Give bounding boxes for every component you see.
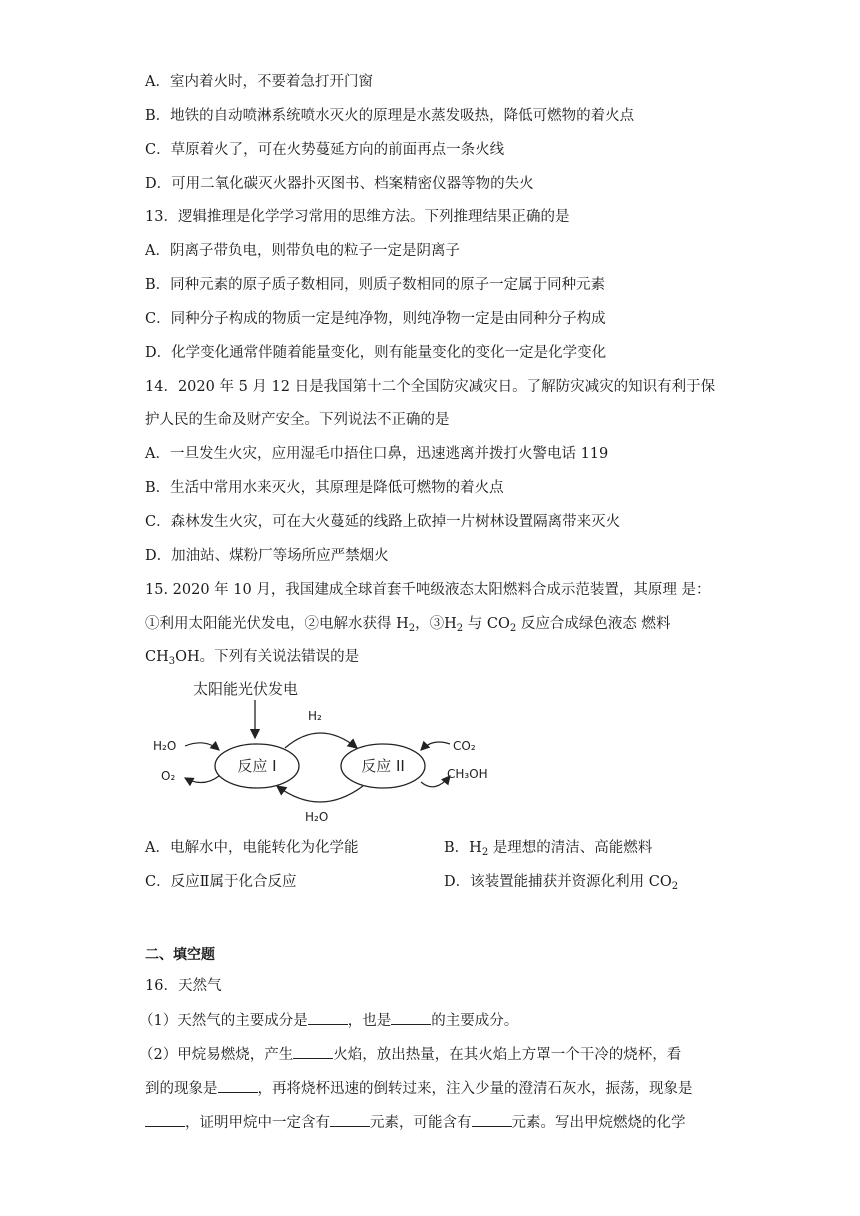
q15-option-b: B．$H_2$ 是理想的清洁、高能燃料	[444, 840, 653, 858]
answer-blank[interactable]	[330, 1112, 370, 1127]
q15-stem-line1: 15. 2020 年 10 月，我国建成全球首套千吨级液态太阳燃料合成示范装置，其原理 是：	[145, 582, 711, 598]
h2-arrow	[285, 733, 357, 748]
q13-option-a: A．阴离子带负电，则带负电的粒子一定是阴离子	[145, 243, 460, 259]
q14-option-b: B．生活中常用水来灭火，其原理是降低可燃物的着火点	[145, 480, 504, 496]
h2o-return-label: H₂O	[305, 810, 329, 824]
q12-option-d: D．可用二氧化碳灭火器扑灭图书、档案精密仪器等物的失火	[145, 176, 534, 192]
q13-option-b: B．同种元素的原子质子数相同，则质子数相同的原子一定属于同种元素	[145, 277, 606, 293]
o2-out-arrow	[185, 776, 219, 783]
q16-part2: （2）甲烷易燃烧，产生 火焰，放出热量，在其火焰上方罩一个干冷的烧杯，看	[139, 1044, 681, 1065]
q13-option-d: D．化学变化通常伴随着能量变化，则有能量变化的变化一定是化学变化	[145, 345, 607, 361]
q14-stem-line1: 14．2020 年 5 月 12 日是我国第十二个全国防灾减灾日。了解防灾减灾的知识有利于保	[145, 379, 716, 395]
q15-stem-line2: ①利用太阳能光伏发电，②电解水获得 $H_2$，$③H_2$ 与 $CO_2$ 反应合成绿色液态 燃料	[145, 616, 671, 634]
q16-part1: （1）天然气的主要成分是 ，也是 的主要成分。	[139, 1010, 518, 1031]
reaction-1-label: 反应 I	[237, 757, 277, 775]
q15-option-d: D．该装置能捕获并资源化利用 $CO_2$	[444, 874, 679, 892]
h2o-in-label: H₂O	[153, 739, 177, 753]
q12-option-c: C．草原着火了，可在火势蔓延方向的前面再点一条火线	[145, 142, 505, 158]
reaction-cycle-diagram	[145, 678, 505, 828]
q15-option-a: A．电解水中，电能转化为化学能	[145, 840, 359, 856]
co2-in-label: CO₂	[453, 739, 476, 753]
answer-blank[interactable]	[308, 1010, 348, 1025]
co2-in-arrow	[421, 742, 450, 750]
q13-option-c: C．同种分子构成的物质一定是纯净物，则纯净物一定是由同种分子构成	[145, 311, 606, 327]
h2o-return-arrow	[277, 786, 363, 802]
q12-option-b: B．地铁的自动喷淋系统喷水灭火的原理是水蒸发吸热，降低可燃物的着火点	[145, 108, 635, 124]
q14-stem-line2: 护人民的生命及财产安全。下列说法不正确的是	[145, 412, 450, 428]
q16-part2-cont1: 到的现象是 ，再将烧杯迅速的倒转过来，注入少量的澄清石灰水，振荡，现象是	[145, 1078, 693, 1099]
ch3oh-out-label: CH₃OH	[447, 767, 488, 781]
answer-blank[interactable]	[145, 1112, 185, 1127]
answer-blank[interactable]	[391, 1010, 431, 1025]
answer-blank[interactable]	[293, 1044, 333, 1059]
reaction-2-label: 反应 II	[361, 757, 405, 775]
q16-part2-cont2: ，证明甲烷中一定含有 元素，可能含有 元素。写出甲烷燃烧的化学	[145, 1112, 686, 1133]
solar-power-label: 太阳能光伏发电	[193, 680, 299, 698]
h2-label: H₂	[308, 709, 322, 723]
o2-out-label: O₂	[161, 769, 176, 783]
q14-option-c: C．森林发生火灾，可在大火蔓延的线路上砍掉一片树林设置隔离带来灭火	[145, 514, 621, 530]
q14-option-a: A．一旦发生火灾，应用湿毛巾捂住口鼻，迅速逃离并拨打火警电话 119	[145, 446, 609, 462]
ch3oh-out-arrow	[421, 776, 450, 787]
answer-blank[interactable]	[218, 1078, 258, 1093]
q15-stem-line3: $CH_3OH$。下列有关说法错误的是	[145, 649, 360, 667]
section-fill-in-title: 二、填空题	[145, 947, 215, 963]
answer-blank[interactable]	[472, 1112, 512, 1127]
q15-option-c: C．反应Ⅱ属于化合反应	[145, 874, 297, 890]
q12-option-a: A．室内着火时，不要着急打开门窗	[145, 74, 373, 90]
q13-stem: 13．逻辑推理是化学学习常用的思维方法。下列推理结果正确的是	[145, 209, 570, 225]
q16-stem: 16．天然气	[145, 978, 222, 994]
h2o-in-arrow	[185, 743, 219, 750]
q14-option-d: D．加油站、煤粉厂等场所应严禁烟火	[145, 548, 389, 564]
